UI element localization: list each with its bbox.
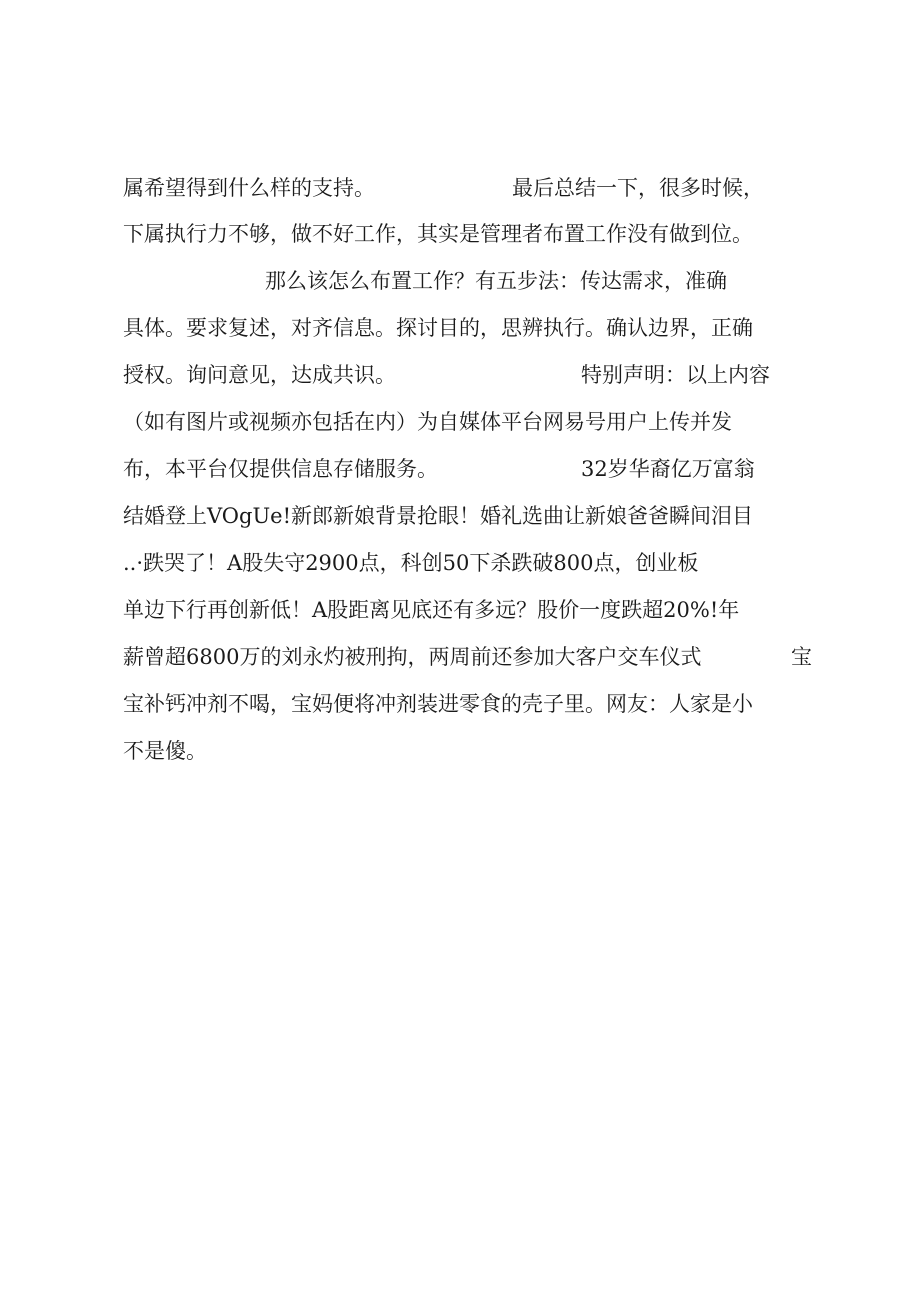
text-line-3 [0, 261, 920, 301]
text-line-10 [0, 590, 920, 630]
line-13-segment-1: 不是傻。 [123, 739, 207, 763]
line-12-segment-1: 宝补钙冲剂不喝，宝妈便将冲剂装进零食的壳子里。网友：人家是小 [123, 692, 753, 716]
line-7-segment-2: 32岁华裔亿万富翁 [581, 457, 755, 481]
line-6-segment-1: （如有图片或视频亦包括在内）为自媒体平台网易号用户上传并发 [123, 410, 732, 434]
text-line-12 [0, 684, 920, 724]
text-line-4 [0, 308, 920, 348]
text-line-1 [0, 168, 920, 208]
line-4-segment-1: 具体。要求复述，对齐信息。探讨目的，思辨执行。确认边界，正确 [123, 316, 753, 340]
line-2-segment-1: 下属执行力不够，做不好工作，其实是管理者布置工作没有做到位。 [123, 222, 753, 246]
line-7-segment-1: 布，本平台仅提供信息存储服务。 [123, 457, 438, 481]
line-5-segment-1: 授权。询问意见，达成共识。 [123, 363, 396, 387]
line-1-segment-1: 属希望得到什么样的支持。 [123, 176, 375, 200]
line-1-segment-2: 最后总结一下，很多时候， [512, 176, 764, 200]
text-line-13 [0, 731, 920, 771]
text-line-6 [0, 402, 920, 442]
text-line-2 [0, 214, 920, 254]
line-3-segment-1: 那么该怎么布置工作？有五步法：传达需求，准确 [265, 269, 727, 293]
line-11-segment-1: 薪曾超6800万的刘永灼被刑拘，两周前还参加大客户交车仪式 [123, 645, 702, 669]
text-line-11 [0, 637, 920, 677]
text-line-7 [0, 449, 920, 489]
text-line-5 [0, 355, 920, 395]
line-11-segment-2: 宝 [791, 645, 812, 669]
line-8-segment-1: 结婚登上VOgUe!新郎新娘背景抢眼！婚礼选曲让新娘爸爸瞬间泪目 [123, 504, 754, 528]
line-5-segment-2: 特别声明：以上内容 [581, 363, 770, 387]
line-10-segment-1: 单边下行再创新低！A股距离见底还有多远？股价一度跌超20%!年 [123, 598, 740, 622]
text-line-8 [0, 496, 920, 536]
text-line-9 [0, 543, 920, 583]
line-9-segment-1: ..·跌哭了！A股失守2900点，科创50下杀跌破800点，创业板 [123, 551, 699, 575]
